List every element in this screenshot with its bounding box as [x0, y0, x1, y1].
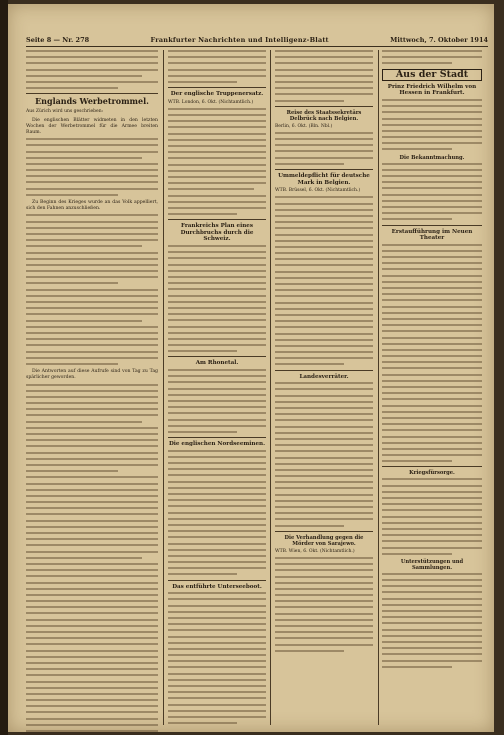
- text-block: [275, 50, 373, 102]
- subheading: Die Bekanntmachung.: [399, 154, 465, 161]
- article-title: Das entführte Unterseeboot.: [172, 583, 262, 590]
- column-3: [275, 50, 373, 656]
- section-box: Aus der Stadt: [382, 69, 482, 81]
- subheading: Unterstützungen und Sammlungen.: [400, 558, 464, 571]
- paragraph: Die englischen Blätter widmeten in den letzten Wochen der Werbetrommel für die Armee breiten Raum.: [26, 117, 158, 135]
- text-block: [26, 138, 158, 196]
- article-title: Die englischen Nordseeminen.: [168, 441, 266, 448]
- article-title: Frankreichs Plan eines Durchbruchs durch die Schweiz.: [180, 223, 254, 243]
- issue-date: Mittwoch, 7. Oktober 1914: [390, 36, 488, 44]
- text-block: [168, 108, 266, 215]
- article-title: Die Verhandlung gegen die Mörder von Sarajewo.: [284, 534, 364, 547]
- column-rule: [163, 50, 164, 725]
- newspaper-page: [8, 4, 494, 732]
- text-block: [168, 245, 266, 352]
- text-block: [382, 244, 482, 463]
- text-block: [382, 478, 482, 554]
- text-block: [382, 99, 482, 151]
- subheading: Kriegsfürsorge.: [409, 470, 455, 477]
- text-block: [275, 382, 373, 526]
- column-1: [26, 50, 158, 732]
- column-rule: [378, 50, 379, 725]
- dateline: WTB. London, 6. Okt. (Nichtamtlich.): [168, 99, 254, 105]
- paragraph: Die Antworten auf diese Aufrufe sind von Tag zu Tag spärlicher geworden.: [26, 369, 158, 381]
- article-title: Erstaufführung im Neuen Theater: [391, 228, 473, 242]
- article-title: Landesverräter.: [299, 373, 349, 380]
- dateline: Berlin, 6. Okt. (Bln. Nbl.): [275, 123, 333, 129]
- text-block: [382, 50, 482, 64]
- article-title: Reise des Staatssekretärs Delbrück nach Belgien.: [286, 109, 362, 122]
- article-title: Am Rhonetal.: [195, 360, 239, 367]
- text-block: [26, 50, 158, 89]
- text-block: [168, 369, 266, 433]
- article-title: Prinz Friedrich Wilhelm von Hessen in Frankfurt.: [387, 83, 477, 97]
- article-intro: Aus Zürich wird uns geschrieben:: [26, 109, 104, 115]
- text-block: [275, 557, 373, 652]
- masthead: Frankfurter Nachrichten und Intelligenz-Blatt: [150, 36, 329, 44]
- page-number: Seite 8 — Nr. 278: [26, 36, 90, 44]
- text-block: [168, 450, 266, 576]
- article-title: Ummeldepflicht für deutsche Mark in Belgien.: [278, 173, 370, 186]
- text-block: [275, 132, 373, 165]
- article-title: Englands Werbetrommel.: [35, 96, 149, 107]
- dateline: WTB. Brüssel, 6. Okt. (Nichtamtlich.): [275, 188, 361, 194]
- text-block: [168, 592, 266, 724]
- text-block: [26, 384, 158, 733]
- dateline: WTB. Wien, 6. Okt. (Nichtamtlich.): [275, 548, 355, 554]
- text-block: [26, 214, 158, 365]
- column-4: [382, 50, 482, 672]
- text-block: [382, 163, 482, 221]
- paragraph: Zu Beginn des Krieges wurde an das Volk appelliert, sich den Fahnen anzuschließen.: [26, 200, 158, 212]
- text-block: [382, 573, 482, 668]
- article-title: Der englische Truppenersatz.: [170, 91, 264, 98]
- scan-edge: [0, 0, 8, 735]
- text-block: [168, 50, 266, 83]
- column-2: [168, 50, 266, 728]
- column-rule: [270, 50, 271, 725]
- text-block: [275, 196, 373, 365]
- page-header: [26, 34, 488, 47]
